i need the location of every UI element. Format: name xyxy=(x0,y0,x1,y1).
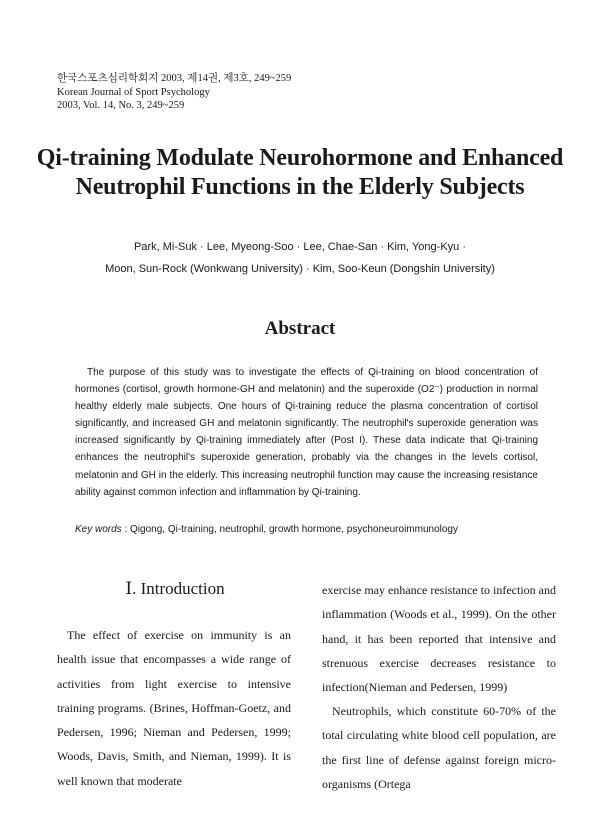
paper-title-line-2: Neutrophil Functions in the Elderly Subjects xyxy=(75,174,525,200)
journal-header-volume: 2003, Vol. 14, No. 3, 249~259 xyxy=(57,100,185,111)
journal-header-name: Korean Journal of Sport Psychology xyxy=(57,86,210,98)
keywords-text: : Qigong, Qi-training, neutrophil, growth hormone, psychoneuroimmunology xyxy=(121,524,458,535)
journal-header-korean: 한국스포츠심리학회지 2003, 제14권, 제3호, 249~259 xyxy=(57,73,292,84)
journal-header xyxy=(57,72,291,113)
author-list-line-1: Park, Mi-Suk · Lee, Myeong-Soo · Lee, Chae-San · Kim, Yong-Kyu · xyxy=(134,241,466,253)
intro-paragraph-1: The effect of exercise on immunity is an health issue that encompasses a wide range of activities from light exercise to intensive training programs. (Brines, Hoffman-Goetz, and Pedersen, 1996; Nieman and Pedersen, 1999; Woods, Davis, Smith, and Nieman, 1999). It is well known that moderate xyxy=(57,628,291,788)
abstract-body: The purpose of this study was to investigate the effects of Qi-training on blood concentration of hormones (cortisol, growth hormone-GH and melatonin) and the superoxide (O2⁻) production in normal healthy elderly male subjects. One hours of Qi-training reduce the plasma concentration of cortisol significantly, and increased GH and melatonin significantly. The neutrophil's superoxide generation was increased significantly by Qi-training immediately after (Post I). These data indicate that Qi-training enhances the neutrophil's superoxide generation, probably via the changes in the levels cortisol, melatonin and GH in the elderly. This increasing neutrophil function may cause the increasing resistance ability against common infection and inflammation by Qi-training. xyxy=(75,367,538,498)
intro-paragraph-2: Neutrophils, which constitute 60-70% of the total circulating white blood cell population, are the first line of defense against foreign micro-organisms (Ortega xyxy=(322,704,556,791)
paper-title-line-1: Qi-training Modulate Neurohormone and Enhanced xyxy=(36,145,564,171)
keywords xyxy=(75,524,538,535)
paper-title xyxy=(0,144,600,202)
section-heading-introduction: Ⅰ. Introduction xyxy=(125,579,225,598)
author-list-line-2: Moon, Sun-Rock (Wonkwang University) · Kim, Soo-Keun (Dongshin University) xyxy=(105,263,495,275)
intro-paragraph-1-continued: exercise may enhance resistance to infection and inflammation (Woods et al., 1999). On the other hand, it has been reported that intensive and strenuous exercise decreases resistance to infection(Nieman and Pedersen, 1999) xyxy=(322,583,556,695)
author-list xyxy=(0,236,600,280)
abstract-heading: Abstract xyxy=(264,318,336,339)
keywords-label: Key words xyxy=(75,524,122,535)
